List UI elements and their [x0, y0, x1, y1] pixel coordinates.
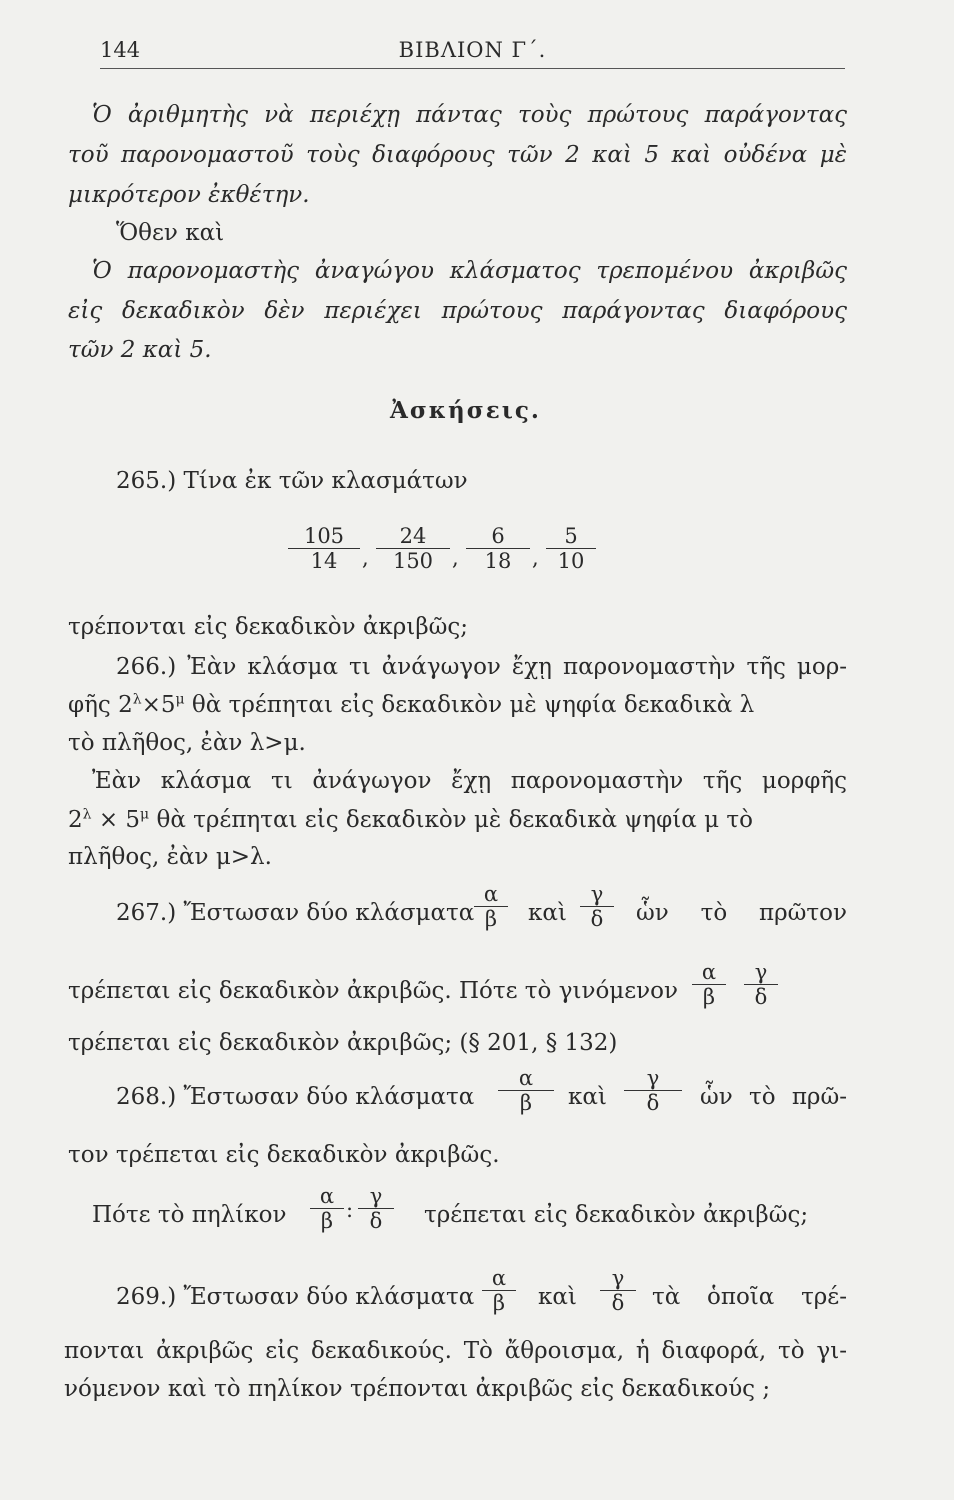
ex265-tail: τρέπονται εἰς δεκαδικὸν ἀκριβῶς; [68, 614, 468, 640]
comma: , [452, 546, 459, 570]
ex267-line-3: τρέπεται εἰς δεκαδικὸν ἀκριβῶς; (§ 201, § 132) [68, 1030, 618, 1056]
page-header [100, 38, 845, 70]
comma: , [532, 546, 539, 570]
ex269-won: τὰ ὁποῖα τρέ- [652, 1284, 847, 1310]
text: × 5 [91, 807, 141, 833]
times-sign: × [141, 692, 161, 718]
ex269-line-2: πονται ἀκριβῶς εἰς δεκαδικούς. Τὸ ἄθροισμα, ἡ διαφορά, τὸ γι- [64, 1338, 847, 1364]
ex266-line-1: 266.) Ἐὰν κλάσμα τι ἀνάγωγον ἔχῃ παρονομαστὴν τῆς μορ- [116, 654, 847, 680]
denominator: β [474, 906, 508, 931]
fraction-gamma-delta [580, 882, 614, 931]
fraction-alpha-beta [692, 960, 726, 1009]
ex267-line-2: τρέπεται εἰς δεκαδικὸν ἀκριβῶς. Πότε τὸ γινόμενον [68, 978, 678, 1004]
ex266-line-2 [68, 690, 754, 720]
numerator: 6 [491, 524, 505, 548]
text: φῆς 2 [68, 692, 133, 718]
ex267-lead: 267.) Ἔστωσαν δύο κλάσματα [116, 900, 475, 926]
text: θὰ τρέπηται εἰς δεκαδικὸν μὲ ψηφία δεκαδικὰ λ [184, 692, 755, 718]
comma: , [362, 546, 369, 570]
ex268-kai: καὶ [568, 1084, 607, 1110]
ex265-fraction-1 [288, 524, 360, 573]
ex266-line-3: τὸ πλῆθος, ἐὰν λ>μ. [68, 730, 306, 756]
denominator: β [692, 984, 726, 1009]
denominator: 14 [288, 548, 360, 573]
section-heading: Ἀσκήσεις. [390, 397, 541, 424]
denominator: β [498, 1090, 554, 1115]
ex265-fraction-4 [546, 524, 596, 573]
intro-line-4: Ὅθεν καὶ [116, 220, 225, 246]
intro-line-2: τοῦ παρονομαστοῦ τοὺς διαφόρους τῶν 2 καὶ 5 καὶ οὐδένα μὲ [68, 142, 847, 168]
numerator: α [319, 1184, 335, 1208]
exponent-lambda: λ [82, 806, 92, 823]
text: 5 [160, 692, 176, 718]
header-rule [100, 68, 845, 69]
numerator: γ [369, 1184, 383, 1208]
ex269-lead: 269.) Ἔστωσαν δύο κλάσματα [116, 1284, 475, 1310]
denominator: 150 [376, 548, 450, 573]
fraction-alpha-beta [474, 882, 508, 931]
fraction-alpha-beta [482, 1266, 516, 1315]
page-number: 144 [100, 38, 141, 62]
ex266-line-4: Ἐὰν κλάσμα τι ἀνάγωγον ἔχῃ παρονομαστὴν τῆς μορφῆς [92, 768, 847, 794]
exponent-mu: μ [175, 691, 185, 708]
intro-line-7: τῶν 2 καὶ 5. [68, 337, 212, 363]
denominator: δ [580, 906, 614, 931]
numerator: 105 [303, 524, 345, 548]
denominator: β [482, 1290, 516, 1315]
numerator: α [518, 1066, 534, 1090]
denominator: 10 [546, 548, 596, 573]
numerator: 24 [399, 524, 427, 548]
intro-line-6: εἰς δεκαδικὸν δὲν περιέχει πρώτους παράγοντας διαφόρους [68, 298, 847, 324]
fraction-alpha-beta [310, 1184, 344, 1233]
numerator: 5 [564, 524, 578, 548]
fraction-alpha-beta [498, 1066, 554, 1115]
ex268-won: ὧν τὸ πρῶ- [700, 1084, 847, 1110]
fraction-gamma-delta [600, 1266, 636, 1315]
ex267-kai: καὶ [528, 900, 567, 926]
ex268-tail: τρέπεται εἰς δεκαδικὸν ἀκριβῶς; [424, 1202, 809, 1228]
denominator: δ [358, 1208, 394, 1233]
denominator: δ [624, 1090, 682, 1115]
ex269-line-3: νόμενον καὶ τὸ πηλίκον τρέπονται ἀκριβῶς εἰς δεκαδικούς ; [64, 1376, 771, 1402]
intro-line-3: μικρότερον ἐκθέτην. [68, 182, 310, 208]
exponent-lambda: λ [132, 691, 142, 708]
ex268-pote: Πότε τὸ πηλίκον [92, 1202, 287, 1228]
ex269-kai: καὶ [538, 1284, 577, 1310]
numerator: α [701, 960, 717, 984]
numerator: α [483, 882, 499, 906]
ex266-line-5 [68, 805, 753, 835]
running-title: ΒΙΒΛΙΟΝ Γ΄. [398, 38, 547, 62]
numerator: α [491, 1266, 507, 1290]
denominator: 18 [466, 548, 530, 573]
ex267-won: ὧν τὸ πρῶτον [636, 900, 847, 926]
numerator: γ [590, 882, 604, 906]
ex266-line-6: πλῆθος, ἐὰν μ>λ. [68, 844, 272, 870]
exponent-mu: μ [140, 806, 150, 823]
ex265-fraction-2 [376, 524, 450, 573]
intro-line-1: Ὁ ἀριθμητὴς νὰ περιέχῃ πάντας τοὺς πρώτους παράγοντας [92, 102, 847, 128]
ex268-lead: 268.) Ἔστωσαν δύο κλάσματα [116, 1084, 475, 1110]
denominator: δ [744, 984, 778, 1009]
numerator: γ [646, 1066, 660, 1090]
denominator: β [310, 1208, 344, 1233]
ex268-line-2: τον τρέπεται εἰς δεκαδικὸν ἀκριβῶς. [68, 1142, 500, 1168]
denominator: δ [600, 1290, 636, 1315]
colon: : [346, 1198, 354, 1222]
text: 2 [68, 807, 83, 833]
numerator: γ [754, 960, 768, 984]
text: θὰ τρέπηται εἰς δεκαδικὸν μὲ δεκαδικὰ ψηφία μ τὸ [149, 807, 753, 833]
fraction-gamma-delta [358, 1184, 394, 1233]
ex265-fraction-3 [466, 524, 530, 573]
numerator: γ [611, 1266, 625, 1290]
fraction-gamma-delta [624, 1066, 682, 1115]
intro-line-5: Ὁ παρονομαστὴς ἀναγώγου κλάσματος τρεπομένου ἀκριβῶς [92, 258, 847, 284]
fraction-gamma-delta [744, 960, 778, 1009]
ex265-lead: 265.) Τίνα ἐκ τῶν κλασμάτων [116, 468, 468, 494]
